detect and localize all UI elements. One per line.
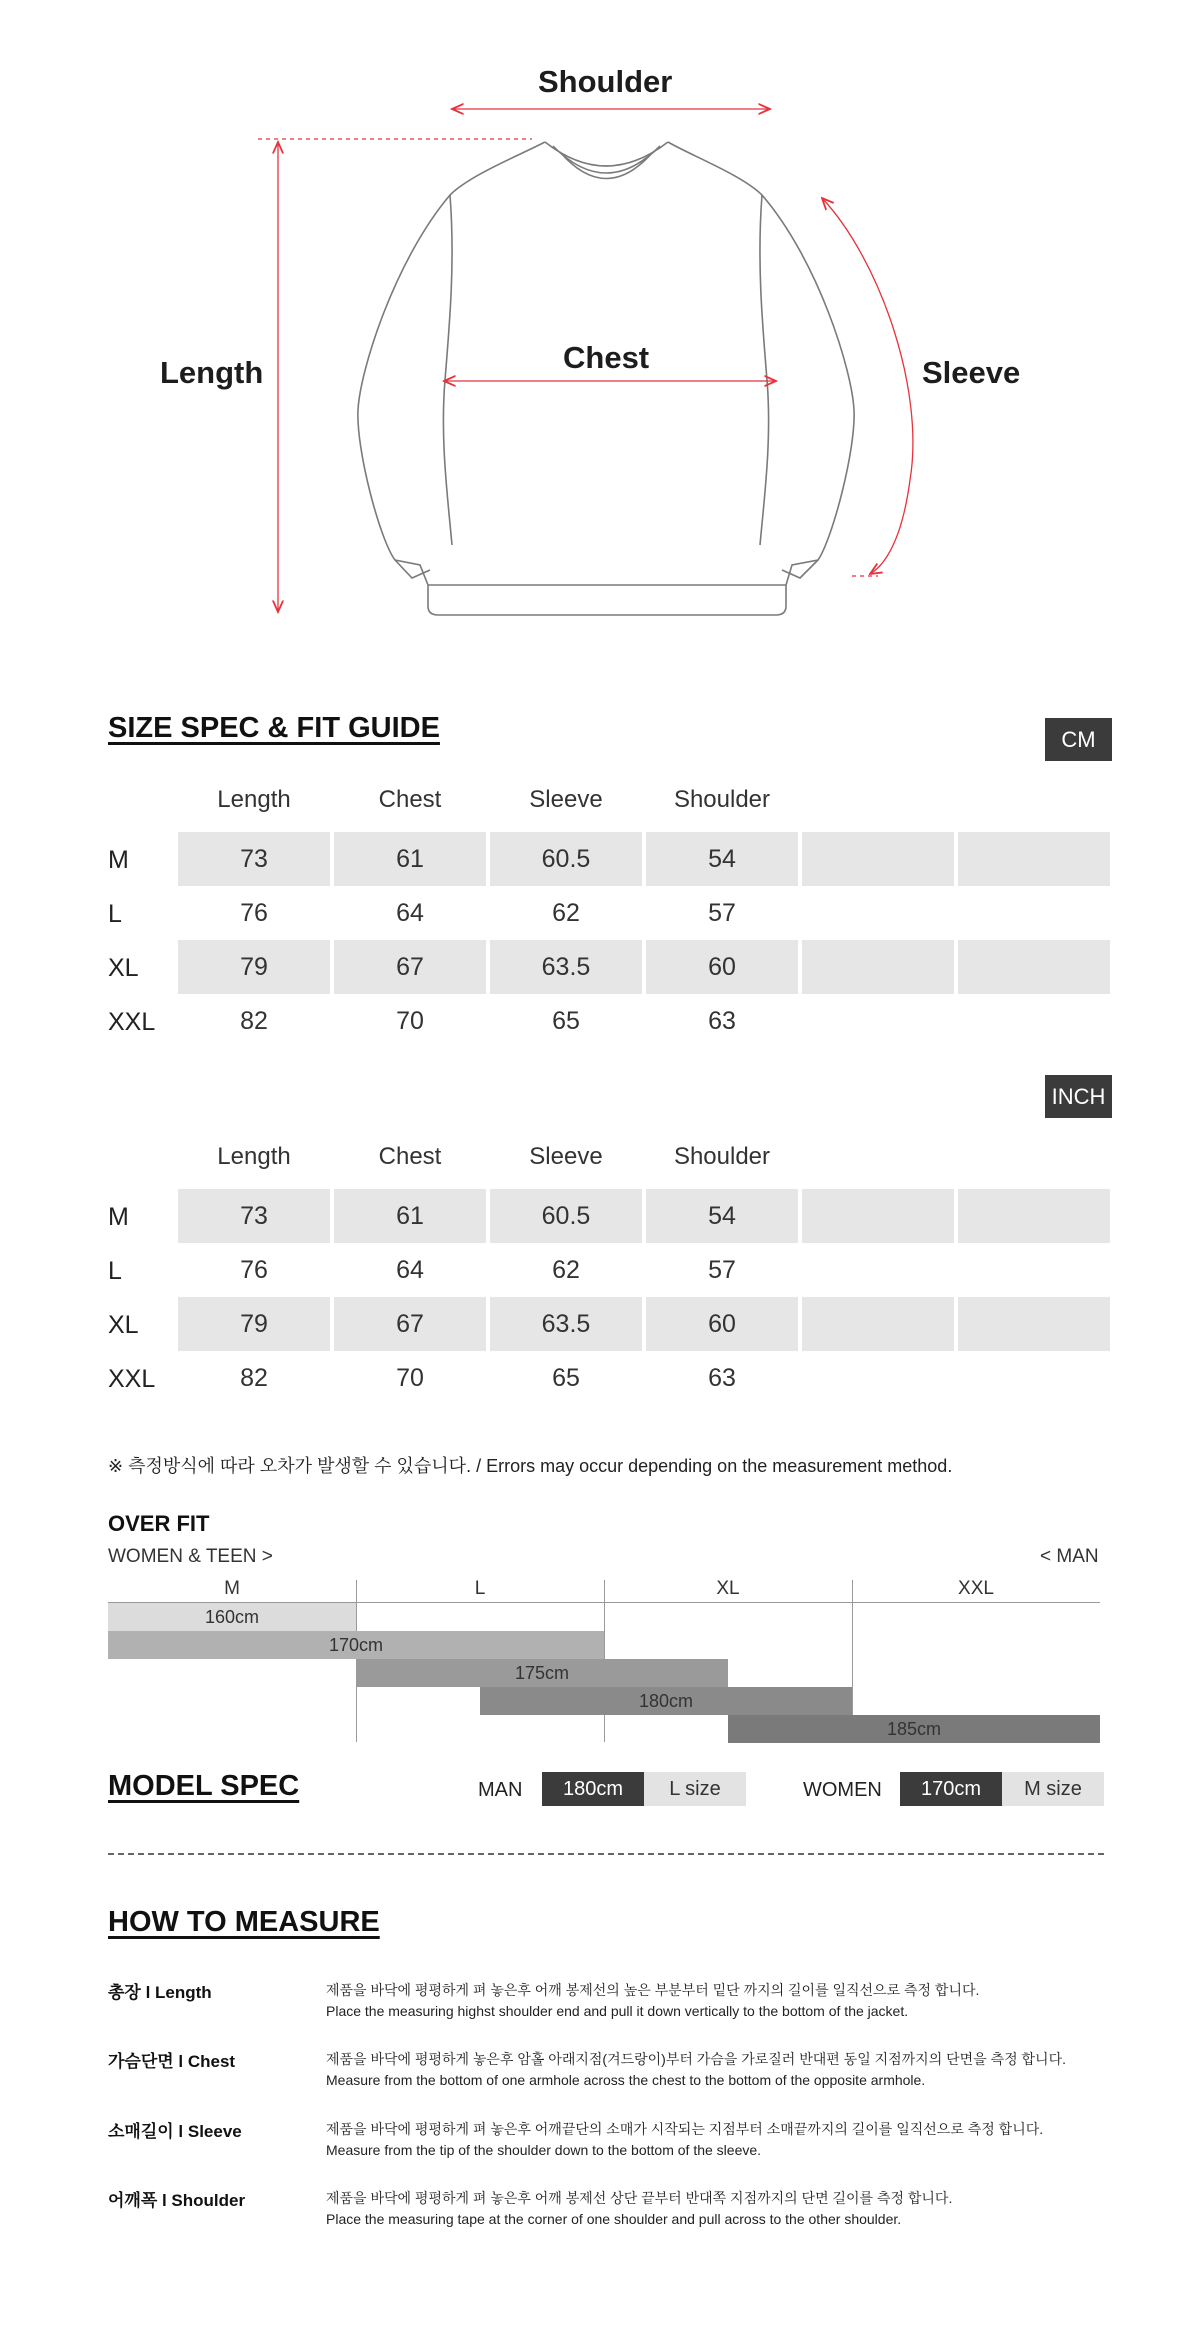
measure-label: 소매길이 l Sleeve xyxy=(108,2122,242,2141)
table-cell: 76 xyxy=(240,1256,268,1284)
table-cell: 63.5 xyxy=(490,1297,642,1351)
table-cell: 63 xyxy=(708,1007,736,1035)
table-cell: 60.5 xyxy=(490,1189,642,1243)
table-cell: 67 xyxy=(334,1297,486,1351)
table-cell: 76 xyxy=(240,899,268,927)
table-cell-empty xyxy=(802,1297,954,1351)
model-man-size: L size xyxy=(644,1772,746,1806)
table-cell: 62 xyxy=(552,899,580,927)
measure-label: 가슴단면 l Chest xyxy=(108,2052,236,2071)
measure-ko-text: 제품을 바닥에 평평하게 놓은후 암홀 아래지점(겨드랑이)부터 가슴을 가로질러 반대편 동일 지점까지의 단면을 측정 합니다. xyxy=(326,2051,1066,2067)
table-cell: 63 xyxy=(708,1364,736,1392)
chest-label: Chest xyxy=(563,340,650,375)
measurement-note: ※ 측정방식에 따라 오차가 발생할 수 있습니다. / Errors may occur depending on the measurement method. xyxy=(108,1456,953,1476)
fit-bar-170: 170cm xyxy=(108,1631,604,1659)
table-cell: 62 xyxy=(552,1256,580,1284)
fit-size-header: XL xyxy=(716,1578,740,1599)
model-spec-title: MODEL SPEC xyxy=(108,1770,300,1802)
model-man-label: MAN xyxy=(478,1779,523,1801)
table-cell: 54 xyxy=(646,1189,798,1243)
table-cell: 79 xyxy=(178,940,330,994)
man-label: < MAN xyxy=(1040,1546,1099,1567)
shoulder-label: Shoulder xyxy=(538,64,673,99)
table-cell: 70 xyxy=(396,1007,424,1035)
size-label: M xyxy=(108,846,129,874)
measure-en-text: Place the measuring highst shoulder end and pull it down vertically to the bottom of the jacket. xyxy=(326,2003,909,2019)
fit-size-header: L xyxy=(474,1578,486,1599)
measure-en-text: Place the measuring tape at the corner of one shoulder and pull across to the other shoulder. xyxy=(326,2211,902,2227)
size-label: XXL xyxy=(108,1365,156,1393)
table-cell-empty xyxy=(802,940,954,994)
unit-badge-cm: CM xyxy=(1045,718,1112,761)
size-label: XL xyxy=(108,954,139,982)
length-label: Length xyxy=(160,355,264,390)
unit-badge-inch: INCH xyxy=(1045,1075,1112,1118)
table-cell-empty xyxy=(802,832,954,886)
table-cell: 73 xyxy=(178,832,330,886)
table-cell: 82 xyxy=(240,1364,268,1392)
table-cell: 65 xyxy=(552,1364,580,1392)
fit-size-header: XXL xyxy=(958,1578,994,1599)
table-cell-empty xyxy=(958,832,1110,886)
fit-bar-180: 180cm xyxy=(480,1687,852,1715)
model-man-height: 180cm xyxy=(542,1772,644,1806)
measure-ko-text: 제품을 바닥에 평평하게 펴 놓은후 어깨 봉제선의 높은 부분부터 밑단 까지의 길이를 일직선으로 측정 합니다. xyxy=(326,1982,980,1998)
table-cell: 54 xyxy=(646,832,798,886)
women-teen-label: WOMEN & TEEN > xyxy=(108,1546,273,1567)
fit-bar-160: 160cm xyxy=(108,1603,356,1631)
table-cell: 63.5 xyxy=(490,940,642,994)
table-cell: 57 xyxy=(708,1256,736,1284)
measure-label: 어깨폭 l Shoulder xyxy=(108,2191,246,2210)
column-header: Shoulder xyxy=(673,1143,771,1170)
table-cell-empty xyxy=(958,1297,1110,1351)
measure-en-text: Measure from the bottom of one armhole across the chest to the bottom of the opposite armhole. xyxy=(326,2072,926,2088)
column-header: Length xyxy=(217,786,291,813)
table-cell: 82 xyxy=(240,1007,268,1035)
table-cell: 64 xyxy=(396,899,424,927)
fit-title: OVER FIT xyxy=(108,1511,210,1536)
column-header: Chest xyxy=(378,1143,442,1170)
size-spec-title: SIZE SPEC & FIT GUIDE xyxy=(108,712,440,744)
fit-size-header: M xyxy=(224,1578,240,1599)
sleeve-label: Sleeve xyxy=(922,355,1021,390)
table-cell: 64 xyxy=(396,1256,424,1284)
measure-label: 총장 l Length xyxy=(108,1983,212,2002)
column-header: Length xyxy=(217,1143,291,1170)
model-women-size: M size xyxy=(1002,1772,1104,1806)
section-divider xyxy=(108,1853,1104,1855)
size-label: XL xyxy=(108,1311,139,1339)
fit-bar-185: 185cm xyxy=(728,1715,1100,1743)
size-label: XXL xyxy=(108,1008,156,1036)
table-cell: 60 xyxy=(646,1297,798,1351)
measure-ko-text: 제품을 바닥에 평평하게 펴 놓은후 어깨끝단의 소매가 시작되는 지점부터 소매끝까지의 길이를 일직선으로 측정 합니다. xyxy=(326,2121,1044,2137)
table-cell: 70 xyxy=(396,1364,424,1392)
table-cell: 73 xyxy=(178,1189,330,1243)
table-cell: 65 xyxy=(552,1007,580,1035)
table-cell: 61 xyxy=(334,1189,486,1243)
table-cell: 57 xyxy=(708,899,736,927)
measure-ko-text: 제품을 바닥에 평평하게 펴 놓은후 어깨 봉제선 상단 끝부터 반대쪽 지점까지의 단면 길이를 측정 합니다. xyxy=(326,2190,953,2206)
size-label: L xyxy=(108,900,122,928)
column-header: Chest xyxy=(378,786,442,813)
column-header: Sleeve xyxy=(529,1143,603,1170)
table-cell: 67 xyxy=(334,940,486,994)
column-header: Shoulder xyxy=(673,786,771,813)
model-women-height: 170cm xyxy=(900,1772,1002,1806)
measure-en-text: Measure from the tip of the shoulder down to the bottom of the sleeve. xyxy=(326,2142,762,2158)
model-women-label: WOMEN xyxy=(803,1779,882,1801)
garment-diagram xyxy=(0,0,1201,640)
table-cell: 79 xyxy=(178,1297,330,1351)
size-label: L xyxy=(108,1257,122,1285)
how-to-measure-title: HOW TO MEASURE xyxy=(108,1906,380,1938)
table-cell-empty xyxy=(958,940,1110,994)
table-cell-empty xyxy=(958,1189,1110,1243)
size-label: M xyxy=(108,1203,129,1231)
table-cell-empty xyxy=(802,1189,954,1243)
table-cell: 60 xyxy=(646,940,798,994)
table-cell: 60.5 xyxy=(490,832,642,886)
fit-bar-175: 175cm xyxy=(356,1659,728,1687)
table-cell: 61 xyxy=(334,832,486,886)
column-header: Sleeve xyxy=(529,786,603,813)
